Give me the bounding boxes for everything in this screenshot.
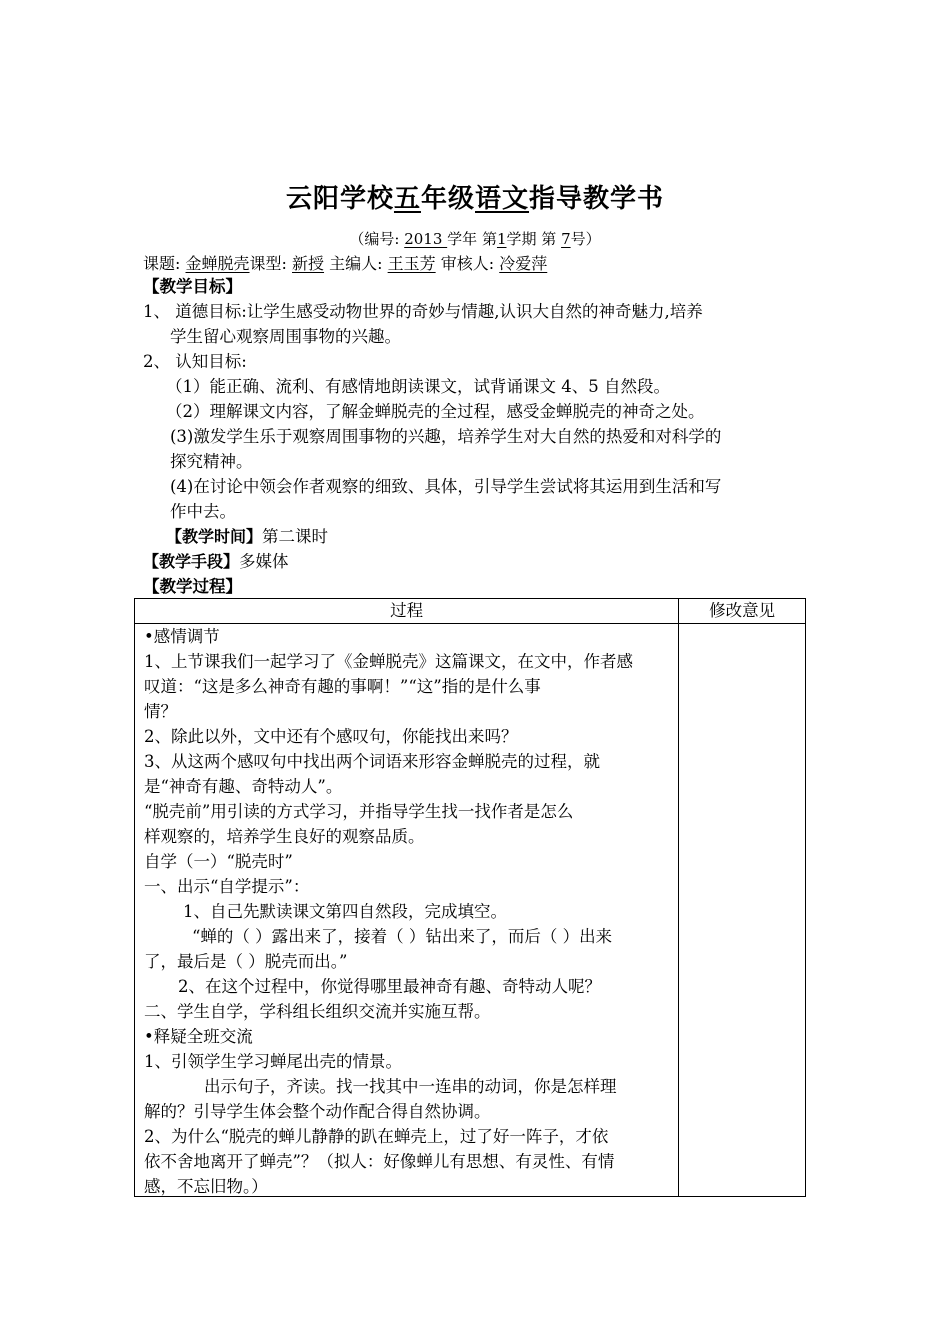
meta-number-label: （编号:: [349, 230, 400, 248]
objectives-heading: 【教学目标】: [143, 277, 242, 296]
objective-item-4-line2: 作中去。: [170, 502, 236, 521]
objective-moral-line2: 学生留心观察周围事物的兴趣。: [170, 327, 401, 346]
process-line: 二、学生自学，学科组长组织交流并实施互帮。: [144, 1002, 491, 1021]
process-line: 2、为什么“脱壳的蝉儿静静的趴在蝉壳上，过了好一阵子，才依: [144, 1127, 609, 1146]
objective-cognitive: 2、 认知目标:: [143, 352, 247, 371]
type-value: 新授: [292, 254, 325, 273]
table-row: [135, 624, 806, 1197]
teaching-means: [143, 549, 289, 574]
process-line: 了，最后是（ ）脱壳而出。”: [144, 952, 348, 971]
topic-value: 金蝉脱壳: [185, 254, 250, 273]
process-line: 1、上节课我们一起学习了《金蝉脱壳》这篇课文，在文中，作者感: [144, 652, 633, 671]
editor-label: 主编人:: [329, 254, 383, 273]
lesson-info: [143, 251, 547, 274]
process-table: [134, 598, 806, 1197]
title-grade-suffix: 年级: [420, 184, 475, 214]
title-subject: 语文: [475, 184, 530, 214]
process-line: 样观察的，培养学生良好的观察品质。: [144, 827, 425, 846]
objective-item-3-line1: (3)激发学生乐于观察周围事物的兴趣，培养学生对大自然的热爱和对科学的: [170, 427, 722, 446]
objective-item-3-line2: 探究精神。: [170, 452, 253, 471]
page-title: [0, 178, 950, 215]
process-line: 出示句子，齐读。找一找其中一连串的动词，你是怎样理: [204, 1077, 617, 1096]
process-line: 情？: [144, 702, 177, 721]
document-meta: [0, 228, 950, 249]
teaching-time-value: 第二课时: [262, 527, 329, 546]
process-line: 依不舍地离开了蝉壳”？（拟人：好像蝉儿有思想、有灵性、有情: [144, 1152, 615, 1171]
process-line: “脱壳前”用引读的方式学习，并指导学生找一找作者是怎么: [144, 802, 574, 821]
topic-label: 课题:: [143, 254, 181, 273]
process-line: 解的？引导学生体会整个动作配合得自然协调。: [144, 1102, 491, 1121]
reviewer-label: 审核人:: [440, 254, 495, 273]
process-line: 1、自己先默读课文第四自然段，完成填空。: [183, 902, 507, 921]
process-line: 2、除此以外，文中还有个感叹句，你能找出来吗？: [144, 727, 518, 746]
notes-cell: [679, 624, 806, 1197]
meta-number-suffix: 号）: [570, 230, 601, 248]
objective-moral-line1: 1、 道德目标:让学生感受动物世界的奇妙与情趣,认识大自然的神奇魅力,培养: [143, 302, 703, 321]
process-line: •释疑全班交流: [144, 1027, 253, 1046]
teaching-time: [166, 524, 328, 549]
process-line: 自学（一）“脱壳时”: [144, 852, 293, 871]
process-line: 感，不忘旧物。）: [144, 1177, 268, 1196]
meta-number: 7: [561, 230, 571, 248]
process-line: 3、从这两个感叹句中找出两个词语来形容金蝉脱壳的过程，就: [144, 752, 600, 771]
process-line: 1、引领学生学习蝉尾出壳的情景。: [144, 1052, 402, 1071]
meta-year: 2013: [404, 230, 448, 248]
process-line: “蝉的（ ）露出来了，接着（ ）钻出来了，而后（ ）出来: [192, 927, 613, 946]
process-line: 一、出示“自学提示”：: [144, 877, 310, 896]
meta-term-suffix: 学期 第: [506, 230, 557, 248]
title-school: 云阳学校: [285, 184, 394, 214]
title-grade: 五: [393, 184, 421, 214]
table-header-row: [135, 599, 806, 624]
process-line: 叹道：“这是多么神奇有趣的事啊！”“这”指的是什么事: [144, 677, 541, 696]
process-line: 2、在这个过程中，你觉得哪里最神奇有趣、奇特动人呢？: [178, 977, 601, 996]
meta-term: 1: [496, 230, 507, 248]
process-cell: [135, 624, 679, 1197]
process-line: 是“神奇有趣、奇特动人”。: [144, 777, 343, 796]
objective-item-2: （2）理解课文内容，了解金蝉脱壳的全过程，感受金蝉脱壳的神奇之处。: [166, 402, 705, 421]
editor-value: 王玉芳: [387, 254, 436, 273]
type-label: 课型:: [249, 254, 287, 273]
objective-item-1: （1）能正确、流利、有感情地朗读课文，试背诵课文 4、5 自然段。: [166, 377, 670, 396]
process-line: •感情调节: [144, 627, 220, 646]
teaching-time-label: 【教学时间】: [166, 527, 263, 546]
column-header-process: 过程: [135, 599, 679, 624]
column-header-notes: 修改意见: [679, 599, 806, 624]
teaching-means-label: 【教学手段】: [143, 552, 240, 571]
title-suffix: 指导教学书: [529, 184, 665, 214]
objective-item-4-line1: (4)在讨论中领会作者观察的细致、具体，引导学生尝试将其运用到生活和写: [170, 477, 722, 496]
reviewer-value: 冷爱萍: [499, 254, 548, 273]
meta-year-suffix: 学年 第: [447, 230, 497, 248]
teaching-means-value: 多媒体: [239, 552, 289, 571]
process-heading: 【教学过程】: [143, 577, 242, 596]
